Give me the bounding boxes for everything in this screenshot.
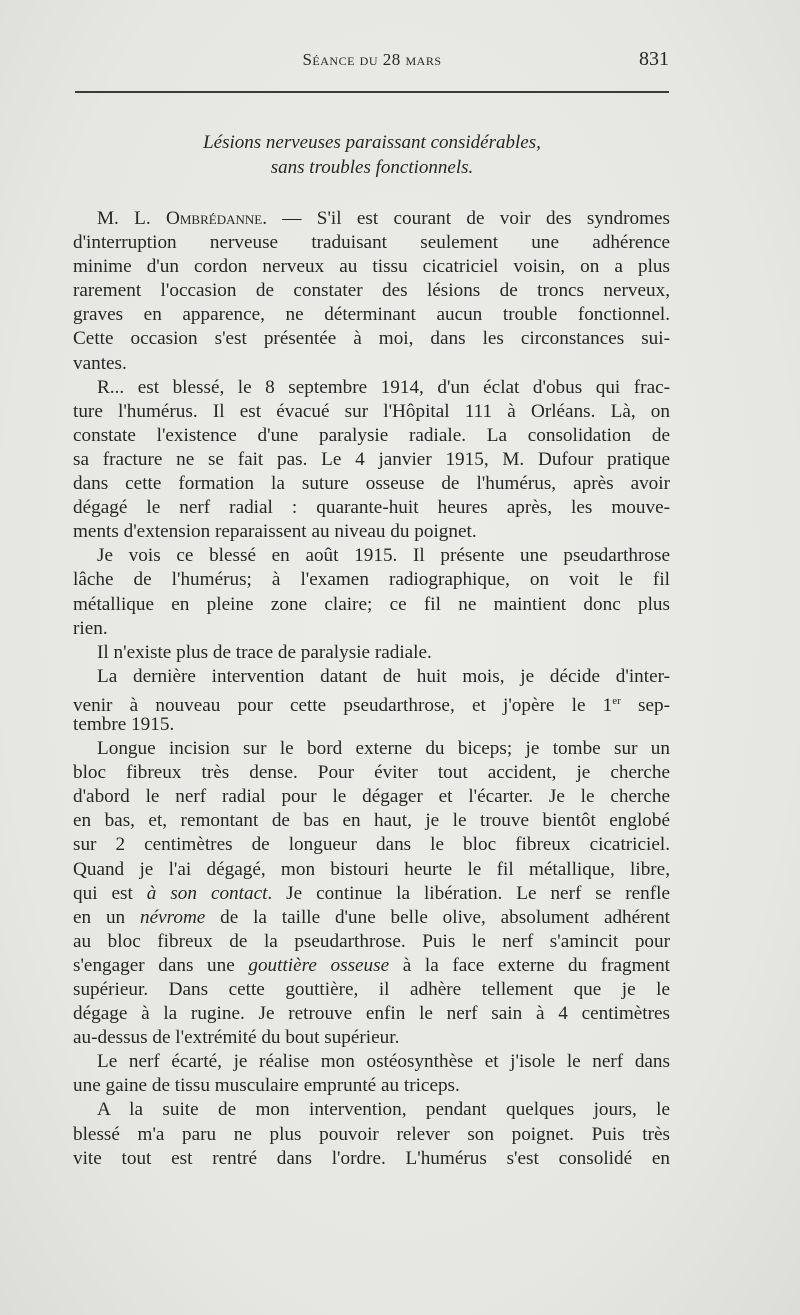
- line-text: qui est: [73, 882, 147, 904]
- text-line: [73, 1026, 670, 1050]
- line-text: sa fracture ne se fait pas. Le 4 janvier 1915, M. Dufour pratique: [73, 448, 670, 470]
- text-line: [73, 737, 670, 761]
- paragraph: [73, 376, 670, 545]
- text-line: [73, 593, 670, 617]
- text-line: [73, 978, 670, 1002]
- line-text: venir à nouveau pour cette pseudarthrose, et j'opère le 1: [73, 694, 613, 716]
- line-text: de la taille d'une belle olive, absolument adhérent: [205, 906, 670, 928]
- line-text: graves en apparence, ne déterminant aucun trouble fonctionnel.: [73, 304, 670, 326]
- line-text: d'abord le nerf radial pour le dégager et l'écarter. Je le cherche: [73, 786, 670, 808]
- line-text: dégagé le nerf radial : quarante-huit heures après, les mouve-: [73, 497, 670, 519]
- paragraph: [73, 665, 670, 737]
- line-text: Je vois ce blessé en août 1915. Il présente une pseudarthrose: [97, 545, 670, 567]
- paragraph: [73, 737, 670, 1050]
- text-line: [73, 1147, 670, 1171]
- line-text: vantes.: [73, 352, 127, 374]
- line-text: lâche de l'humérus; à l'examen radiographique, on voit le fil: [73, 569, 670, 591]
- italic-text: névrome: [139, 906, 206, 928]
- line-text: A la suite de mon intervention, pendant quelques jours, le: [97, 1099, 670, 1121]
- text-line: [73, 858, 670, 882]
- text-line: [73, 785, 670, 809]
- text-line: [73, 424, 670, 448]
- line-text: métallique en pleine zone claire; ce fil ne maintient donc plus: [73, 593, 670, 615]
- line-text: Il n'existe plus de trace de paralysie radiale.: [97, 641, 432, 663]
- line-text: ments d'extension reparaissent au niveau du poignet.: [73, 521, 477, 543]
- text-line: [73, 689, 671, 716]
- body-text: [73, 207, 670, 1171]
- line-text: d'interruption nerveuse traduisant seulement une adhérence: [73, 232, 670, 254]
- text-line: [73, 303, 670, 327]
- line-text: sep-: [620, 694, 671, 716]
- paragraph: [73, 207, 670, 376]
- line-text: Quand je l'ai dégagé, mon bistouri heurte le fil métallique, libre,: [73, 858, 670, 880]
- text-line: [73, 568, 670, 592]
- text-line: [73, 1002, 670, 1026]
- line-text: dans cette formation la suture osseuse de l'humérus, après avoir: [73, 473, 670, 495]
- text-line: [73, 930, 670, 954]
- text-line: [73, 327, 670, 351]
- text-line: [73, 400, 670, 424]
- text-line: [73, 1098, 670, 1122]
- running-title: Séance du 28 mars: [302, 50, 442, 69]
- line-text: dégage à la rugine. Je retrouve enfin le nerf sain à 4 centimètres: [73, 1003, 670, 1025]
- superscript: er: [612, 694, 621, 707]
- text-line: [73, 520, 670, 544]
- line-text: . Je continue la libération. Le nerf se renfle: [267, 882, 670, 904]
- text-line: [73, 713, 670, 737]
- text-line: [73, 641, 670, 665]
- text-line: [73, 279, 670, 303]
- line-text: M. L.: [97, 208, 166, 229]
- paragraph: [73, 544, 670, 640]
- line-text: au bloc fibreux de la pseudarthrose. Puis le nerf s'amincit pour: [73, 930, 670, 952]
- heading-line: sans troubles fonctionnels.: [270, 157, 474, 178]
- heading-line: Lésions nerveuses paraissant considérables,: [203, 132, 541, 153]
- line-text: rarement l'occasion de constater des lésions de troncs nerveux,: [73, 280, 670, 302]
- text-line: [73, 665, 670, 689]
- text-line: [73, 255, 670, 279]
- line-text: blessé m'a paru ne plus pouvoir relever son poignet. Puis très: [73, 1123, 670, 1145]
- line-text: ture l'humérus. Il est évacué sur l'Hôpital 111 à Orléans. Là, on: [73, 400, 670, 422]
- line-text: au-dessus de l'extrémité du bout supérieur.: [73, 1027, 400, 1049]
- line-text: supérieur. Dans cette gouttière, il adhère tellement que je le: [73, 979, 670, 1000]
- text-line: [73, 1050, 670, 1074]
- line-text: bloc fibreux très dense. Pour éviter tout accident, je cherche: [73, 762, 670, 784]
- text-line: [73, 231, 670, 255]
- text-line: [73, 376, 670, 400]
- line-text: à la face externe du fragment: [389, 954, 670, 976]
- italic-text: à son contact: [146, 882, 268, 904]
- author-name: Ombrédanne: [166, 208, 263, 229]
- section-heading: [75, 130, 669, 180]
- line-text: vite tout est rentré dans l'ordre. L'humérus s'est consolidé en: [73, 1147, 670, 1169]
- line-text: minime d'un cordon nerveux au tissu cicatriciel voisin, on a plus: [73, 256, 670, 278]
- running-header: [75, 50, 669, 76]
- line-text: sur 2 centimètres de longueur dans le bloc fibreux cicatriciel.: [73, 834, 670, 856]
- italic-text: gouttière osseuse: [248, 954, 390, 976]
- line-text: Le nerf écarté, je réalise mon ostéosynthèse et j'isole le nerf dans: [97, 1051, 670, 1073]
- text-line: [73, 809, 670, 833]
- text-line: [73, 496, 670, 520]
- line-text: Longue incision sur le bord externe du biceps; je tombe sur un: [97, 738, 670, 760]
- paragraph: [73, 1098, 670, 1170]
- line-text: s'engager dans une: [73, 954, 249, 976]
- text-line: [73, 954, 670, 978]
- line-text: Cette occasion s'est présentée à moi, dans les circonstances sui-: [73, 328, 670, 350]
- text-line: [73, 761, 670, 785]
- paragraph: [73, 1050, 670, 1098]
- line-text: R... est blessé, le 8 septembre 1914, d'un éclat d'obus qui frac-: [97, 376, 670, 398]
- text-line: [73, 906, 670, 930]
- text-line: [73, 1123, 670, 1147]
- text-line: [73, 352, 670, 376]
- line-text: constate l'existence d'une paralysie radiale. La consolidation de: [73, 424, 670, 446]
- line-text: en bas, et, remontant de bas en haut, je le trouve bientôt englobé: [73, 810, 670, 832]
- text-line: [73, 472, 670, 496]
- line-text: une gaine de tissu musculaire emprunté au triceps.: [73, 1075, 460, 1097]
- text-line: [73, 882, 670, 906]
- paragraph: [73, 641, 670, 665]
- page-number: 831: [639, 48, 669, 70]
- text-line: [73, 544, 670, 568]
- text-line: [73, 448, 670, 472]
- text-line: [73, 833, 670, 857]
- line-text: en un: [73, 906, 140, 928]
- line-text: . — S'il est courant de voir des syndromes: [262, 208, 671, 229]
- text-line: [73, 617, 670, 641]
- line-text: rien.: [73, 617, 108, 639]
- text-line: [73, 1074, 670, 1098]
- header-rule: [75, 91, 669, 93]
- line-text: La dernière intervention datant de huit mois, je décide d'inter-: [97, 665, 670, 687]
- text-line: [73, 207, 670, 231]
- line-text: tembre 1915.: [73, 713, 175, 735]
